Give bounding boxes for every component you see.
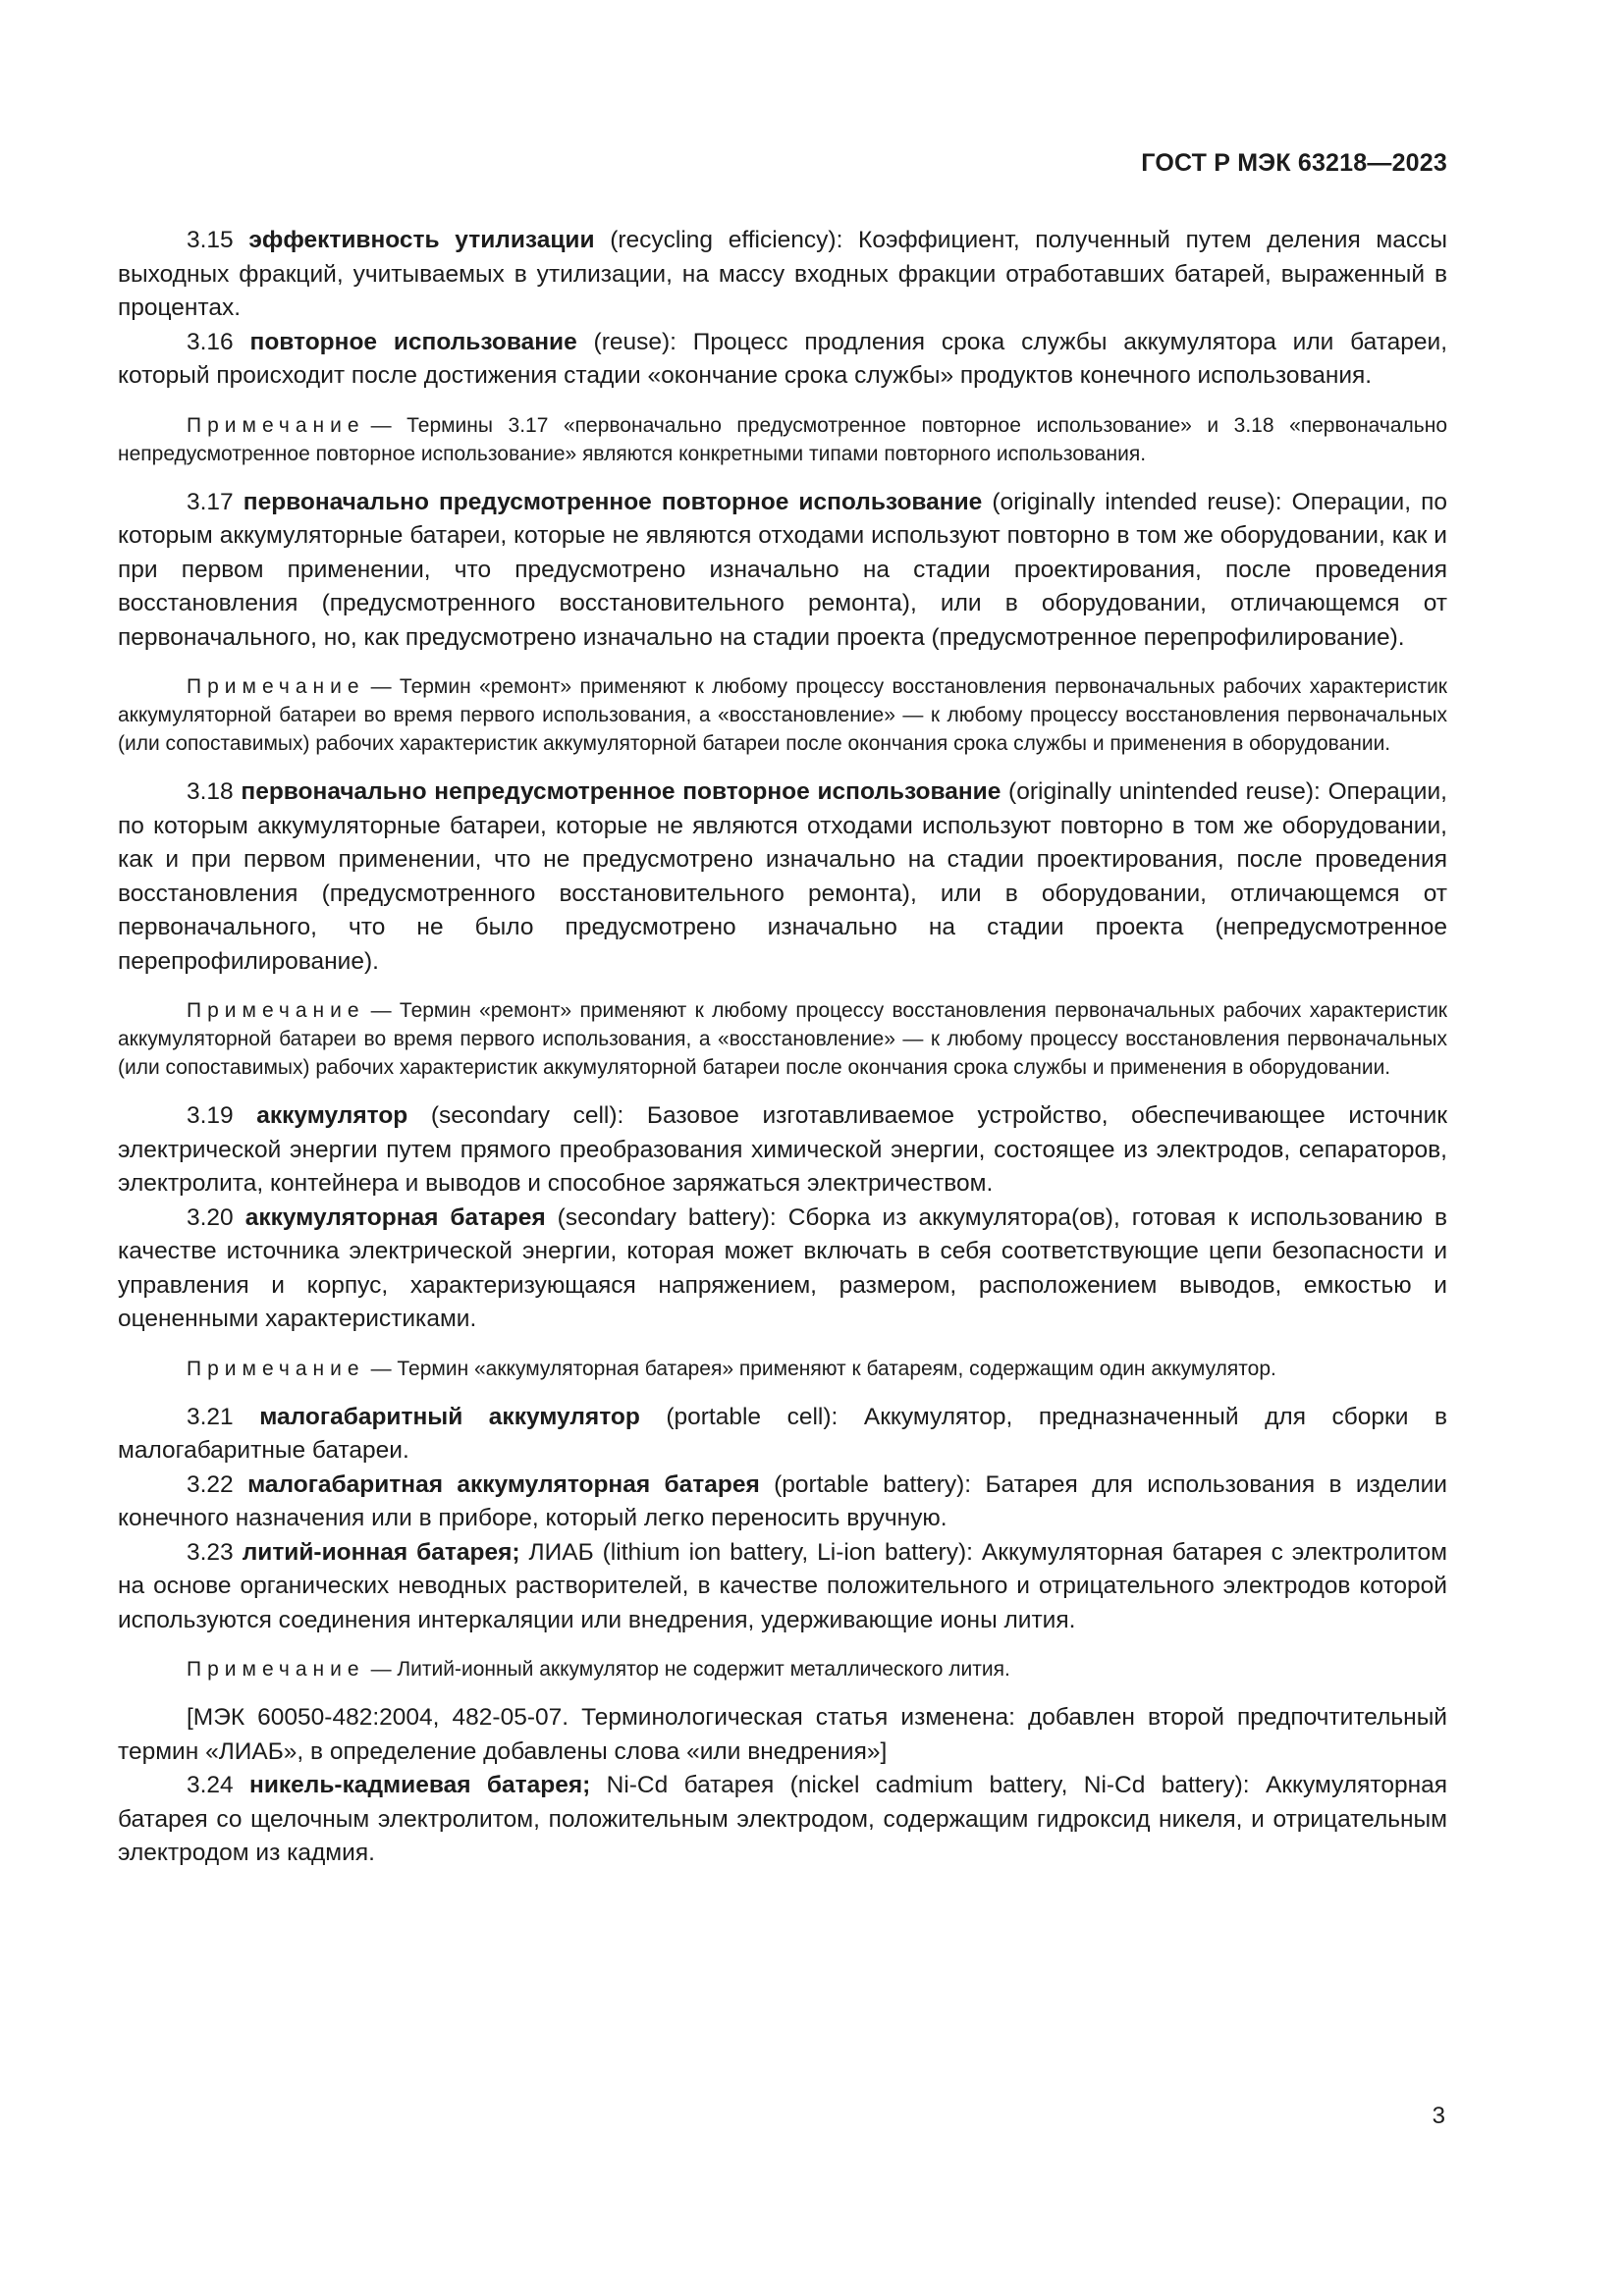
note-label: Примечание: [187, 675, 365, 698]
term-number: 3.17: [187, 488, 234, 515]
term-definition: (secondary cell): Базовое изготавливаемое устройство, обеспечивающее источник электрической энергии путем прямого преобразования химической энергии, состоящее из электродов, сепараторов, электролита, контейнера и выводов и способное заряжаться электричеством.: [118, 1102, 1447, 1197]
note-label: Примечание: [187, 1658, 365, 1681]
term-entry: [118, 224, 1447, 326]
term-title: аккумулятор: [256, 1102, 408, 1129]
note-text: — Термин «ремонт» применяют к любому процессу восстановления первоначальных рабочих характеристик аккумуляторной батареи во время первого использования, а «восстановление» — к любому процессу восстановления первоначальных (или сопоставимых) рабочих характеристик аккумуляторной батареи после окончания срока службы и применения в оборудовании.: [118, 999, 1447, 1079]
note-label: Примечание: [187, 1357, 365, 1380]
term-definition: (secondary battery): Сборка из аккумулятора(ов), готовая к использованию в качестве источника электрической энергии, которая может включать в себя соответствующие цепи безопасности и управления и корпус, характеризующаяся напряжением, размером, расположением выводов, емкостью и оцененными характеристиками.: [118, 1203, 1447, 1332]
term-title: малогабаритная аккумуляторная батарея: [247, 1470, 760, 1498]
term-definition: (reuse): Процесс продления срока службы аккумулятора или батареи, который происходит после достижения стадии «окончание срока службы» продуктов конечного использования.: [118, 328, 1448, 389]
term-definition: (originally unintended reuse): Операции, по которым аккумуляторные батареи, которые не являются отходами используют повторно в том же оборудовании, как и при первом применении, что не предусмотрено изначально на стадии проектирования, после проведения восстановления (предусмотренного восстановительного ремонта), или в оборудовании, отличающемся от первоначального, что не было предусмотрено изначально на стадии проекта (непредусмотренное перепрофилирование).: [118, 778, 1447, 975]
note: [118, 672, 1447, 758]
term-number: 3.16: [187, 328, 234, 355]
term-entry: [118, 486, 1447, 656]
term-number: 3.20: [187, 1203, 234, 1231]
term-entry: [118, 1468, 1447, 1536]
term-definition: (portable battery): Батарея для использования в изделии конечного назначения или в приборе, который легко переносить вручную.: [118, 1470, 1447, 1531]
source-reference: [МЭК 60050-482:2004, 482-05-07. Терминологическая статья изменена: добавлен второй предпочтительный термин «ЛИАБ», в определение добавлены слова «или внедрения»]: [118, 1704, 1447, 1765]
term-number: 3.24: [187, 1772, 234, 1798]
term-definition: (portable cell): Аккумулятор, предназначенный для сборки в малогабаритные батареи.: [118, 1403, 1448, 1464]
term-definition: ЛИАБ (lithium ion battery, Li-ion battery): Аккумуляторная батарея с электролитом на основе органических неводных растворителей, в качестве положительного и отрицательного электродов которой используются соединения интеркаляции или внедрения, удерживающие ионы лития.: [118, 1538, 1448, 1633]
note: [118, 1355, 1447, 1383]
term-title: первоначально предусмотренное повторное использование: [243, 488, 983, 515]
term-entry: [118, 326, 1447, 394]
term-definition: Ni-Cd батарея (nickel cadmium battery, Ni-Cd battery): Аккумуляторная батарея со щелочным электролитом, положительным электродом, содержащим гидроксид никеля, и отрицательным электродом из кадмия.: [118, 1772, 1447, 1866]
note-text: — Термин «ремонт» применяют к любому процессу восстановления первоначальных рабочих характеристик аккумуляторной батареи во время первого использования, а «восстановление» — к любому процессу восстановления первоначальных (или сопоставимых) рабочих характеристик аккумуляторной батареи после окончания срока службы и применения в оборудовании.: [118, 675, 1447, 755]
term-number: 3.18: [187, 778, 234, 805]
note-label: Примечание: [187, 413, 365, 437]
note: [118, 996, 1447, 1082]
term-title: первоначально непредусмотренное повторное использование: [241, 778, 1001, 805]
note-text: — Литий-ионный аккумулятор не содержит металлического лития.: [370, 1658, 1010, 1681]
term-title: эффективность утилизации: [248, 227, 595, 253]
term-title: малогабаритный аккумулятор: [259, 1403, 640, 1430]
term-title: литий-ионная батарея;: [242, 1538, 520, 1566]
note-text: — Термины 3.17 «первоначально предусмотренное повторное использование» и 3.18 «первоначально непредусмотренное повторное использование» являются конкретными типами повторного использования.: [118, 413, 1447, 465]
term-number: 3.23: [187, 1538, 234, 1566]
note-text: — Термин «аккумуляторная батарея» применяют к батареям, содержащим один аккумулятор.: [370, 1357, 1276, 1380]
term-title: повторное использование: [249, 328, 577, 355]
term-entry: [118, 1536, 1447, 1638]
term-number: 3.19: [187, 1102, 234, 1129]
note-label: Примечание: [187, 999, 365, 1022]
term-entry: [118, 1401, 1447, 1468]
term-title: никель-кадмиевая батарея;: [249, 1772, 591, 1798]
term-entry: [118, 775, 1447, 979]
document-header: ГОСТ Р МЭК 63218—2023: [1141, 149, 1447, 177]
page-content: [118, 224, 1447, 1871]
term-number: 3.22: [187, 1470, 234, 1498]
term-definition: (recycling efficiency): Коэффициент, полученный путем деления массы выходных фракций, учитываемых в утилизации, на массу входных фракции отработавших батарей, выраженный в процентах.: [118, 227, 1447, 321]
term-title: аккумуляторная батарея: [244, 1203, 546, 1231]
term-number: 3.15: [187, 227, 234, 253]
term-entry: [118, 1099, 1447, 1201]
term-entry: [118, 1201, 1447, 1337]
term-number: 3.21: [187, 1403, 234, 1430]
note: [118, 411, 1447, 468]
page-number: 3: [1432, 2103, 1445, 2129]
note: [118, 1655, 1447, 1683]
term-entry: [118, 1769, 1447, 1871]
term-definition: (originally intended reuse): Операции, по которым аккумуляторные батареи, которые не являются отходами используют повторно в том же оборудовании, как и при первом применении, что предусмотрено изначально на стадии проектирования, после проведения восстановления (предусмотренного восстановительного ремонта), или в оборудовании, отличающемся от первоначального, но, как предусмотрено изначально на стадии проекта (предусмотренное перепрофилирование).: [118, 488, 1448, 651]
